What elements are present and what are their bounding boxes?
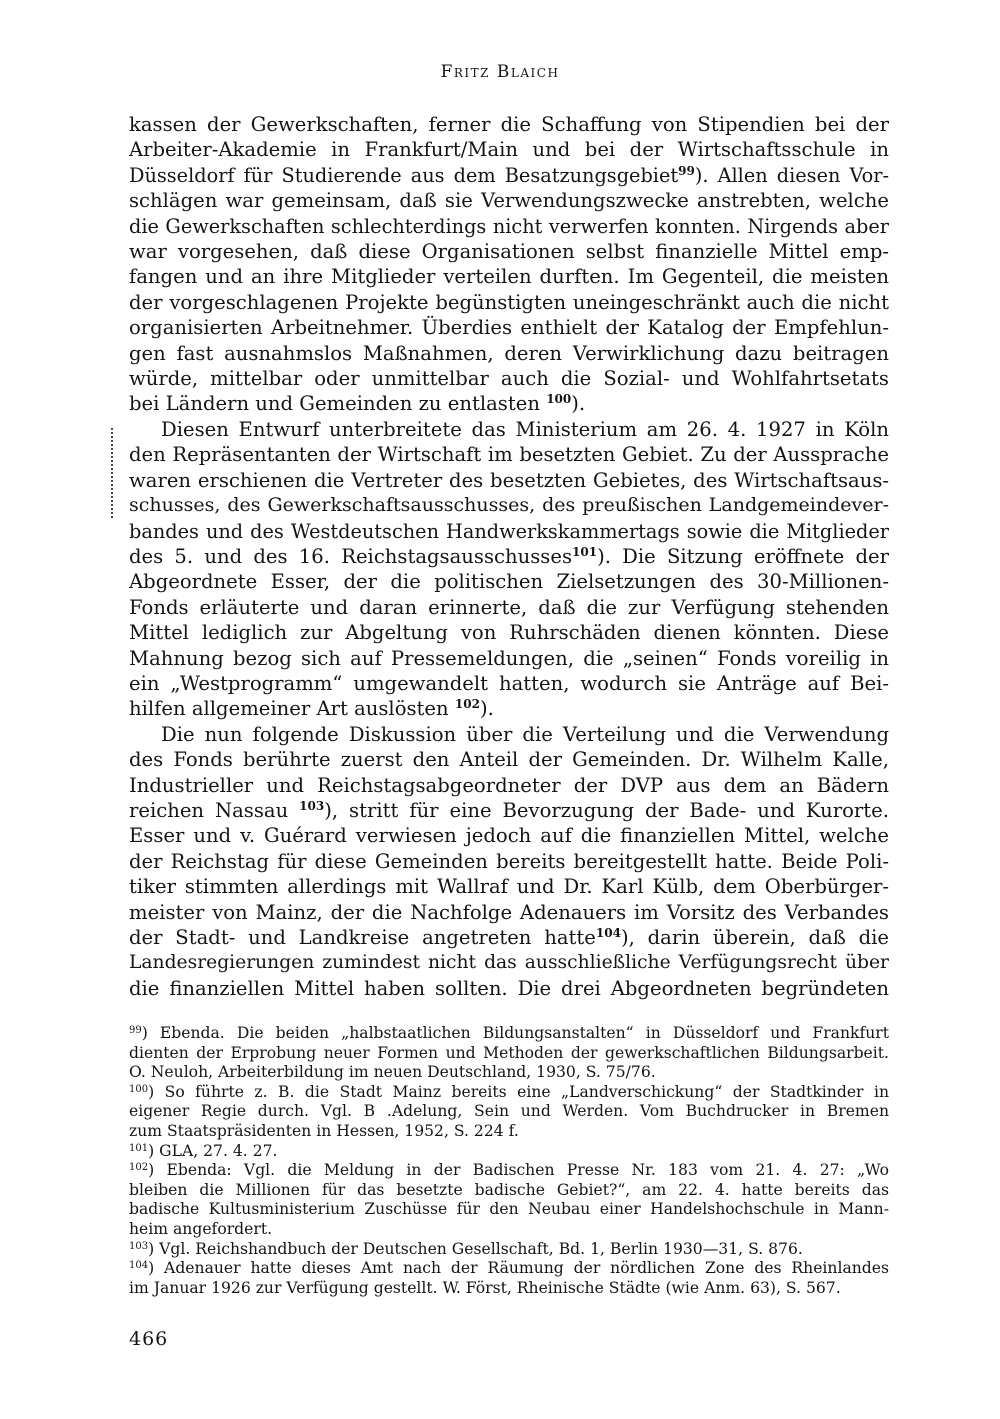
text-line-content: Abgeordnete Esser, der die politischen Zielsetzungen des 30-Millionen- [129, 570, 889, 594]
text-line [129, 315, 889, 340]
text-line-content: schusses, des Gewerkschaftsausschusses, des preußischen Landgemeindever- [129, 494, 889, 517]
footnote-number: 104 [129, 1260, 149, 1272]
text-line [129, 798, 889, 823]
text-line [129, 773, 889, 798]
text-line [129, 290, 889, 315]
text-line-continuation: ). [479, 697, 494, 721]
text-line [129, 671, 889, 696]
text-line-content: Fonds erläuterte und daran erinnerte, daß die zur Verfügung stehenden [129, 595, 889, 619]
footnote-line [129, 1259, 889, 1279]
text-line-content: des 5. und des 16. Reichstagsausschusses [129, 544, 572, 568]
footnote-text: ) Ebenda. Die beiden „halbstaatlichen Bildungsanstalten“ in Düsseldorf und Frankfurt [141, 1024, 889, 1042]
text-line-content: würde, mittelbar oder unmittelbar auch die Sozial- und Wohlfahrtsetats [129, 367, 889, 391]
text-line-content: der vorgeschlagenen Projekte begünstigten uneingeschränkt auch die nicht [129, 290, 889, 314]
text-line-continuation: ). [571, 392, 586, 416]
footnote-reference[interactable]: 102 [454, 697, 480, 712]
text-line [129, 900, 889, 925]
footnote-text: badische Kultusministerium Zuschüsse für den Neubau einer Handelshochschule in Mann- [129, 1200, 889, 1219]
footnote-line [129, 1142, 889, 1162]
text-line-continuation: ). Allen diesen Vor- [694, 163, 889, 187]
text-line-content: bandes und des Westdeutschen Handwerkskammertags sowie die Mitglieder [129, 519, 889, 543]
footnote-line [129, 1102, 889, 1122]
text-line-content: Esser und v. Guérard verwiesen jedoch auf die finanziellen Mittel, welche [129, 824, 889, 848]
footnote-line [129, 1024, 889, 1044]
footnote-reference[interactable]: 101 [572, 544, 598, 559]
footnote-reference[interactable]: 99 [678, 163, 695, 178]
footnote-line [129, 1044, 889, 1064]
text-line-content: der Stadt- und Landkreise angetreten hatte [129, 926, 596, 949]
text-line-continuation: ), darin überein, daß die [620, 926, 889, 949]
footnote-text: ) GLA, 27. 4. 27. [148, 1141, 278, 1160]
text-line-content: gen fast ausnahmslos Maßnahmen, deren Verwirklichung dazu beitragen [129, 341, 889, 365]
footnote-text: im Januar 1926 zur Verfügung gestellt. W. Först, Rheinische Städte (wie Anm. 63), S. 567. [129, 1278, 841, 1297]
footnote-text: ) Vgl. Reichshandbuch der Deutschen Gesellschaft, Bd. 1, Berlin 1930—31, S. 876. [148, 1239, 803, 1258]
text-line [129, 112, 889, 137]
text-line [129, 823, 889, 848]
text-line [129, 569, 889, 594]
page-number: 466 [129, 1328, 169, 1350]
text-line-content: organisierten Arbeitnehmer. Überdies enthielt der Katalog der Empfehlun- [129, 316, 889, 340]
text-line [129, 950, 889, 975]
text-line [129, 442, 889, 467]
footnote-line [129, 1220, 889, 1240]
footnote-number: 100 [129, 1083, 149, 1095]
text-line [129, 519, 889, 544]
text-line-continuation: ), stritt für eine Bevorzugung der Bade- und Kurorte. [324, 798, 889, 822]
text-line [129, 188, 889, 213]
text-line-content: waren erschienen die Vertreter des besetzten Gebietes, des Wirtschaftsaus- [129, 468, 889, 492]
text-line-content: des Fonds berührte zuerst den Anteil der Gemeinden. Dr. Wilhelm Kalle, [129, 748, 889, 772]
text-line-content: ein „Westprogramm“ umgewandelt hatten, wodurch sie Anträge auf Bei- [129, 671, 889, 695]
text-line [129, 874, 889, 899]
text-line-content: Diesen Entwurf unterbreitete das Ministerium am 26. 4. 1927 in Köln [161, 417, 889, 441]
text-line-content: Arbeiter-Akademie in Frankfurt/Main und bei der Wirtschaftsschule in [129, 138, 889, 162]
footnote-text: zum Staatspräsidenten in Hessen, 1952, S. 224 f. [129, 1121, 519, 1140]
text-line [129, 366, 889, 391]
text-line [129, 696, 889, 721]
text-line [129, 468, 889, 493]
footnote-reference[interactable]: 104 [595, 926, 621, 940]
text-line [129, 595, 889, 620]
footnote-line [129, 1279, 889, 1299]
footnote-line [129, 1240, 889, 1260]
footnote-number: 102 [129, 1162, 149, 1174]
text-line [129, 264, 889, 289]
text-line-content: war vorgesehen, daß diese Organisationen selbst finanzielle Mittel emp- [129, 240, 889, 264]
text-line [129, 239, 889, 264]
footnote-number: 103 [129, 1240, 149, 1252]
text-line [129, 646, 889, 671]
text-line-content: schlägen war gemeinsam, daß sie Verwendungszwecke anstrebten, welche [129, 189, 889, 213]
footnote-line [129, 1122, 889, 1142]
text-line-content: Düsseldorf für Studierende aus dem Besatzungsgebiet [129, 163, 679, 187]
margin-mark [111, 428, 117, 518]
text-line-content: Die nun folgende Diskussion über die Verteilung und die Verwendung [161, 722, 889, 746]
text-line [129, 417, 889, 442]
footnote-reference[interactable]: 100 [546, 392, 572, 407]
footnote-text: bleiben die Millionen für das besetzte badische Gebiet?“, am 22. 4. hatte bereits das [129, 1180, 889, 1199]
text-line-content: reichen Nassau [129, 798, 300, 822]
text-line-content: hilfen allgemeiner Art auslösten [129, 697, 455, 721]
text-line [129, 722, 889, 747]
footnote-reference[interactable]: 103 [299, 798, 325, 813]
text-line-content: Mittel lediglich zur Abgeltung von Ruhrschäden dienen könnten. Diese [129, 621, 889, 645]
footnote-text: heim angefordert. [129, 1219, 273, 1238]
footnote-line [129, 1063, 889, 1083]
footnote-line [129, 1200, 889, 1220]
text-line [129, 163, 889, 188]
text-line-content: tiker stimmten allerdings mit Wallraf und Dr. Karl Külb, dem Oberbürger- [129, 875, 889, 899]
text-line-content: die finanziellen Mittel haben sollten. Die drei Abgeordneten begründeten [129, 976, 889, 1000]
footnotes [129, 1024, 889, 1298]
footnote-text: ) Ebenda: Vgl. die Meldung in der Badischen Presse Nr. 183 vom 21. 4. 27: „Wo [148, 1161, 889, 1180]
text-line-continuation: ). Die Sitzung eröffnete der [597, 544, 889, 568]
footnote-text: O. Neuloh, Arbeiterbildung im neuen Deutschland, 1930, S. 75/76. [129, 1063, 656, 1082]
text-line [129, 391, 889, 416]
text-line-content: fangen und an ihre Mitglieder verteilen durften. Im Gegenteil, die meisten [129, 265, 889, 289]
text-line [129, 493, 889, 518]
text-line-content: Mahnung bezog sich auf Pressemeldungen, die „seinen“ Fonds voreilig in [129, 646, 889, 670]
text-line-content: Landesregierungen zumindest nicht das ausschließliche Verfügungsrecht über [129, 952, 889, 974]
text-line-content: den Repräsentanten der Wirtschaft im besetzten Gebiet. Zu der Aussprache [129, 443, 889, 467]
text-line [129, 747, 889, 772]
footnote-text: ) So führte z. B. die Stadt Mainz bereits eine „Landverschickung“ der Stadtkinder in [148, 1082, 889, 1101]
text-line-content: meister von Mainz, der die Nachfolge Adenauers im Vorsitz des Verbandes [129, 900, 889, 924]
footnote-line [129, 1083, 889, 1103]
running-header: Fritz Blaich [440, 62, 560, 82]
footnote-line [129, 1161, 889, 1181]
text-line [129, 976, 889, 1001]
footnote-line [129, 1181, 889, 1201]
text-line-content: Industrieller und Reichstagsabgeordneter der DVP aus dem an Bädern [129, 773, 889, 797]
text-line [129, 341, 889, 366]
footnote-number: 101 [129, 1142, 149, 1154]
text-line [129, 137, 889, 162]
text-line-content: die Gewerkschaften schlechterdings nicht verwerfen konnten. Nirgends aber [129, 214, 889, 238]
text-line [129, 925, 889, 950]
footnote-text: ) Adenauer hatte dieses Amt nach der Räumung der nördlichen Zone des Rheinlandes [148, 1259, 889, 1278]
main-body-text [129, 112, 889, 1001]
text-line-content: kassen der Gewerkschaften, ferner die Schaffung von Stipendien bei der [129, 113, 889, 136]
text-line [129, 849, 889, 874]
footnote-text: dienten der Erprobung neuer Formen und Methoden der gewerkschaftlichen Bildungsarbeit. [129, 1043, 889, 1062]
text-line [129, 620, 889, 645]
text-line-content: bei Ländern und Gemeinden zu entlasten [129, 392, 547, 416]
footnote-number: 99 [129, 1025, 142, 1036]
text-line [129, 214, 889, 239]
text-line [129, 544, 889, 569]
text-line-content: der Reichstag für diese Gemeinden bereits bereitgestellt hatte. Beide Poli- [129, 849, 889, 873]
footnote-text: eigener Regie durch. Vgl. B .Adelung, Sein und Werden. Vom Buchdrucker in Bremen [129, 1102, 889, 1121]
